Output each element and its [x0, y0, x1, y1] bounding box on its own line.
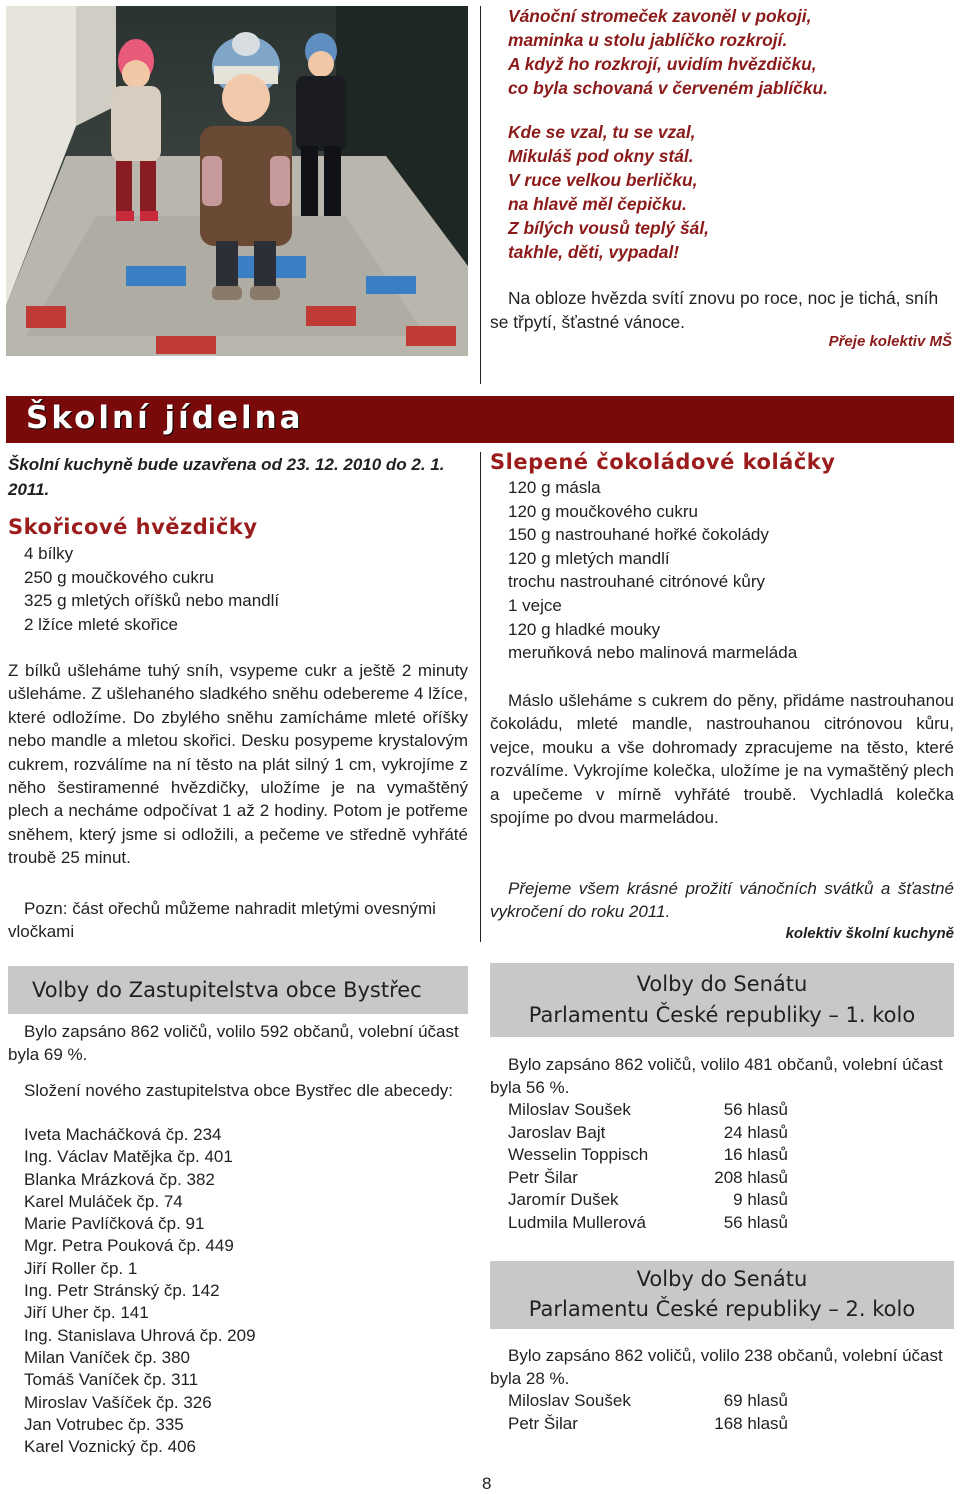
candidate-name: Petr Šilar: [508, 1413, 578, 1433]
council-member: Tomáš Vaníček čp. 311: [24, 1370, 199, 1390]
senate1-title-line1: Volby do Senátu: [636, 972, 808, 996]
section-title: Školní jídelna: [26, 400, 304, 436]
greeting-text: Na obloze hvězda svítí znovu po roce, noc je tichá, sníh se třpytí, šťastné vánoce.: [490, 288, 939, 332]
candidate-votes: 56 hlasů: [723, 1100, 788, 1119]
candidate-name: Miloslav Soušek: [508, 1100, 631, 1119]
poem-line: Kde se vzal, tu se vzal,: [508, 122, 696, 142]
recipe2-title: Slepené čokoládové koláčky: [490, 450, 836, 474]
local-elections-title: Volby do Zastupitelstva obce Bystřec: [32, 978, 422, 1002]
ingredient-item: 1 vejce: [508, 595, 562, 615]
poem-line: co byla schovaná v červeném jablíčku.: [508, 78, 828, 98]
candidate-votes: 168 hlasů: [714, 1413, 788, 1433]
council-member: Blanka Mrázková čp. 382: [24, 1169, 215, 1189]
candidate-votes: 24 hlasů: [723, 1122, 788, 1142]
candidate-name: Wesselin Toppisch: [508, 1145, 649, 1165]
poem-signature: Přeje kolektiv MŠ: [828, 333, 952, 350]
council-member: Jiří Roller čp. 1: [24, 1258, 138, 1278]
candidate-votes: 69 hlasů: [723, 1391, 788, 1410]
recipe2-method: Máslo ušleháme s cukrem do pěny, přidáme nastrouhanou čokoládu, mleté mandle, nastrouhanou citrónovou kůru, vejce, mouku a vše dohromady zpracujeme na těsto, které rozválíme. Vykrojíme kolečka, uložíme je na vymaštěný plech a upečeme v mírně vyhřáté troubě. Vychladlá kolečka spojíme po dvou marmeládou.: [490, 691, 954, 828]
recipe2-ingredients: [508, 476, 948, 665]
council-member: Ing. Petr Stránský čp. 142: [24, 1281, 220, 1301]
table-row: [508, 1189, 788, 1212]
candidate-name: Petr Šilar: [508, 1167, 578, 1187]
recipe1-title: Skořicové hvězdičky: [8, 515, 258, 539]
candidate-votes: 16 hlasů: [723, 1145, 788, 1165]
ingredient-item: trochu nastrouhané citrónové kůry: [508, 572, 766, 592]
ingredient-item: 120 g hladké mouky: [508, 619, 661, 639]
senate2-header: [490, 1261, 954, 1329]
table-row: [508, 1099, 788, 1122]
senate1-summary: Bylo zapsáno 862 voličů, volilo 481 občanů, volební účast byla 56 %.: [490, 1055, 943, 1098]
children-photo: [6, 6, 468, 356]
poem-stanza-1: [508, 4, 948, 100]
council-member: Karel Voznický čp. 406: [24, 1437, 196, 1457]
poem-stanza-2: [508, 120, 948, 264]
senate2-results: [508, 1390, 788, 1435]
senate2-title-line1: Volby do Senátu: [636, 1267, 808, 1291]
ingredient-item: 120 g mletých mandlí: [508, 548, 670, 568]
recipe1-ingredients: [24, 542, 464, 636]
senate1-title-line2: Parlamentu České republiky – 1. kolo: [528, 1003, 916, 1027]
poem-line: V ruce velkou berličku,: [508, 170, 698, 190]
ingredient-item: 150 g nastrouhané hořké čokolády: [508, 525, 769, 545]
candidate-votes: 56 hlasů: [723, 1212, 788, 1232]
candidate-votes: 9 hlasů: [733, 1190, 788, 1210]
ingredient-item: 120 g moučkového cukru: [508, 501, 698, 521]
local-elections-summary: Bylo zapsáno 862 voličů, volilo 592 občanů, volební účast byla 69 %.: [8, 1022, 459, 1065]
ingredient-item: 120 g másla: [508, 478, 601, 497]
poem-line: maminka u stolu jablíčko rozkrojí.: [508, 30, 788, 50]
council-member: Jan Votrubec čp. 335: [24, 1414, 184, 1434]
column-divider-top: [480, 6, 481, 384]
poem-line: Z bílých vousů teplý šál,: [508, 218, 710, 238]
ingredient-item: meruňková nebo malinová marmeláda: [508, 643, 798, 663]
table-row: [508, 1413, 788, 1436]
candidate-name: Ludmila Mullerová: [508, 1212, 646, 1232]
page-number: 8: [482, 1474, 492, 1493]
poem-greeting: [490, 286, 956, 334]
column-divider-middle: [480, 452, 481, 942]
candidate-name: Jaroslav Bajt: [508, 1122, 606, 1142]
table-row: [508, 1122, 788, 1145]
local-elections-intro: Složení nového zastupitelstva obce Bystřec dle abecedy:: [24, 1081, 454, 1100]
senate1-header: [490, 963, 954, 1037]
senate2-title-line2: Parlamentu České republiky – 2. kolo: [528, 1297, 916, 1321]
council-member: Miroslav Vašíček čp. 326: [24, 1392, 212, 1412]
ingredient-item: 325 g mletých oříšků nebo mandlí: [24, 591, 280, 611]
senate2-summary: Bylo zapsáno 862 voličů, volilo 238 občanů, volební účast byla 28 %.: [490, 1346, 943, 1389]
ingredient-item: 4 bílky: [24, 544, 74, 563]
recipe1-method: Z bílků ušleháme tuhý sníh, vsypeme cukr a ještě 2 minuty ušleháme. Z ušlehaného sladkého sněhu odebereme 4 lžíce, které odložíme. Do zbylého sněhu zamícháme mleté oříšky nebo mandle a mletou skořici. Desku posypeme krystalovým cukrem, rozválíme na ní těsto na plát silný 1 cm, vykrojíme z něho šestiramenné hvězdičky, uložíme je na vymaštěný plech a necháme odpočívat 1 až 2 hodiny. Potom je potřeme sněhem, který jsme si odložili, a pečeme ve středně vyhřáté troubě 25 minut.: [8, 661, 468, 868]
council-member: Jiří Uher čp. 141: [24, 1303, 149, 1323]
candidate-name: Miloslav Soušek: [508, 1391, 631, 1410]
poem-line: na hlavě měl čepičku.: [508, 194, 687, 214]
council-member: Mgr. Petra Pouková čp. 449: [24, 1236, 234, 1256]
recipe2-signature: kolektiv školní kuchyně: [785, 925, 954, 942]
table-row: [508, 1212, 788, 1235]
candidate-votes: 208 hlasů: [714, 1167, 788, 1187]
poem-line: A když ho rozkrojí, uvidím hvězdičku,: [508, 54, 817, 74]
ingredient-item: 2 lžíce mleté skořice: [24, 614, 178, 634]
recipe2-wish: Přejeme všem krásné prožití vánočních svátků a šťastné vykročení do roku 2011.: [490, 879, 954, 922]
council-members-list: [24, 1124, 464, 1458]
table-row: [508, 1390, 788, 1413]
senate1-results: [508, 1099, 788, 1235]
table-row: [508, 1144, 788, 1167]
closure-note: Školní kuchyně bude uzavřena od 23. 12. 2010 do 2. 1. 2011.: [8, 455, 445, 499]
ingredient-item: 250 g moučkového cukru: [24, 567, 214, 587]
council-member: Ing. Václav Matějka čp. 401: [24, 1147, 233, 1167]
council-member: Ing. Stanislava Uhrová čp. 209: [24, 1325, 256, 1345]
poem-line: Vánoční stromeček zavoněl v pokoji,: [508, 6, 812, 26]
council-member: Milan Vaníček čp. 380: [24, 1347, 190, 1367]
council-member: Iveta Macháčková čp. 234: [24, 1125, 222, 1144]
poem-line: takhle, děti, vypadal!: [508, 242, 680, 262]
local-elections-header: [8, 966, 468, 1014]
council-member: Karel Muláček čp. 74: [24, 1191, 183, 1211]
recipe1-note: Pozn: část ořechů můžeme nahradit mletými ovesnými vločkami: [8, 899, 436, 942]
candidate-name: Jaromír Dušek: [508, 1190, 619, 1210]
children-photo-illustration: [6, 6, 468, 356]
table-row: [508, 1167, 788, 1190]
council-member: Marie Pavlíčková čp. 91: [24, 1214, 205, 1234]
poem-line: Mikuláš pod okny stál.: [508, 146, 694, 166]
